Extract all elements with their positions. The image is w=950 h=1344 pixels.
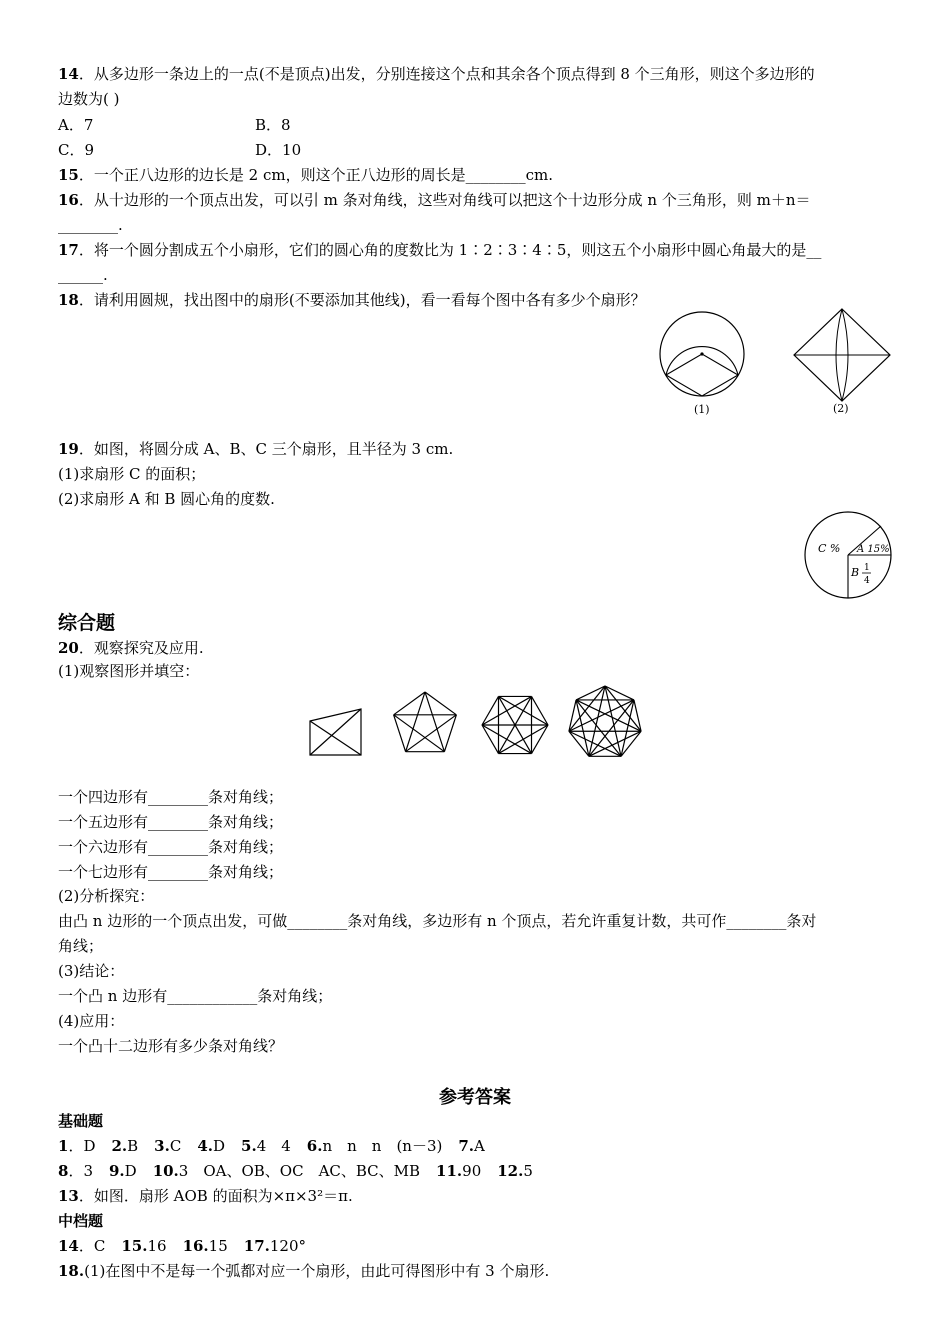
polygon-side (425, 692, 456, 715)
polygon-side (605, 686, 634, 700)
answers-q13 (58, 1184, 353, 1208)
q16-line1 (58, 188, 811, 212)
q19-frac-den: 4 (864, 576, 870, 586)
q18-caption-2: (2) (833, 402, 849, 415)
q19-part1: (1)求扇形 C 的面积； (58, 465, 206, 483)
q14-line1 (58, 62, 815, 86)
answer-value: n n n (n－3) (322, 1137, 443, 1155)
q15 (58, 163, 553, 187)
q20-step3: (3)结论： (58, 962, 125, 980)
q14-option-b: B．8 (255, 116, 291, 134)
answer-number: 15. (121, 1237, 148, 1255)
answer-value: 90 (462, 1162, 482, 1180)
answer-value: 120° (269, 1237, 307, 1255)
answers-q18 (58, 1259, 549, 1283)
answers-row-3 (58, 1234, 322, 1258)
q19-pie-figure (803, 510, 895, 602)
q15-text: ．一个正八边形的边长是 2 cm，则这个正八边形的周长是________cm. (78, 166, 553, 184)
heptagon-diagram (569, 686, 641, 756)
answers-row-2 (58, 1159, 549, 1183)
answer-value: B (127, 1137, 139, 1155)
q20-step4-text: 一个凸十二边形有多少条对角线？ (58, 1037, 284, 1055)
answer-value: D (124, 1162, 137, 1180)
hexagon-diagram (482, 696, 548, 753)
q14-text: ．从多边形一条边上的一点(不是顶点)出发，分别连接这个点和其余各个顶点得到 8 个三角形，则这个多边形的 (78, 65, 815, 83)
q16-line2: ________. (58, 216, 123, 234)
q14-line2: 边数为( ) (58, 90, 120, 108)
q19-text: ．如图，将圆分成 A、B、C 三个扇形，且半径为 3 cm. (78, 440, 454, 458)
answers-mid-heading: 中档题 (58, 1212, 104, 1230)
q20-fill-5: 一个五边形有________条对角线； (58, 813, 284, 831)
q19-number: 19 (58, 440, 79, 458)
q18-text: ．请利用圆规，找出图中的扇形(不要添加其他线)，看一看每个图中各有多少个扇形？ (78, 291, 646, 309)
q20-fill-4: 一个四边形有________条对角线； (58, 788, 284, 806)
answer-value: 3 OA、OB、OC AC、BC、MB (178, 1162, 421, 1180)
q20-fill-7: 一个七边形有________条对角线； (58, 863, 284, 881)
answer-number: 14 (58, 1237, 79, 1255)
answer-value: 4 4 (256, 1137, 291, 1155)
answer-value: A (474, 1137, 485, 1155)
q19-label-b: B (851, 566, 860, 579)
answer-number: 12. (497, 1162, 524, 1180)
q19-label-c: C % (818, 542, 841, 555)
polygon-diagonal (576, 700, 641, 731)
q17-number: 17 (58, 241, 79, 259)
answer-number: 6. (306, 1137, 323, 1155)
q14-option-d: D．10 (255, 141, 302, 159)
answer-number: 2. (111, 1137, 128, 1155)
q16-number: 16 (58, 191, 79, 209)
q18-caption-1: (1) (694, 403, 710, 416)
polygon-diagonal (589, 731, 641, 756)
answer-q18-number: 18. (58, 1262, 85, 1280)
polygon-diagonal (569, 700, 634, 731)
answer-number: 10. (152, 1162, 179, 1180)
q19-part2: (2)求扇形 A 和 B 圆心角的度数. (58, 490, 275, 508)
q20-text: ．观察探究及应用. (78, 639, 204, 657)
polygon-diagonal (425, 692, 444, 752)
answer-value: C (169, 1137, 182, 1155)
q17-text: ．将一个圆分割成五个小扇形，它们的圆心角的度数比为 1∶2∶3∶4∶5，则这五个小扇形中圆心角最大的是__ (78, 241, 822, 259)
answer-number: 3. (154, 1137, 170, 1155)
answer-number: 1 (58, 1137, 69, 1155)
q20-step2: (2)分析探究： (58, 887, 155, 905)
q19-label-a: A 15% (857, 544, 890, 555)
polygon-diagonal (406, 692, 425, 752)
answer-value: ．D (68, 1137, 96, 1155)
answers-title: 参考答案 (439, 1087, 511, 1108)
answer-value: 15 (208, 1237, 228, 1255)
q14-number: 14 (58, 65, 79, 83)
answer-value: ．C (78, 1237, 106, 1255)
answers-row-1 (58, 1134, 501, 1158)
pentagon-diagram (394, 692, 457, 752)
q20-step3-text: 一个凸 n 边形有____________条对角线； (58, 987, 333, 1005)
q17-line1 (58, 238, 821, 262)
answer-value: ．3 (68, 1162, 93, 1180)
answer-number: 17. (243, 1237, 270, 1255)
q18 (58, 288, 646, 312)
q18-number: 18 (58, 291, 79, 309)
q14-option-c: C．9 (58, 141, 95, 159)
quadrilateral-diagram (310, 709, 361, 755)
answer-number: 7. (458, 1137, 475, 1155)
q20-step2-text2: 角线； (58, 937, 104, 955)
q20 (58, 636, 204, 660)
polygon-side (394, 715, 406, 752)
answer-number: 4. (197, 1137, 213, 1155)
q20-number: 20 (58, 639, 79, 657)
q14-option-a: A．7 (58, 116, 94, 134)
answer-value: 16 (147, 1237, 167, 1255)
polygon-diagonal (569, 731, 621, 756)
polygon-side (576, 686, 605, 700)
answer-q13-number: 13 (58, 1187, 79, 1205)
q20-polygons-figure (305, 683, 665, 763)
answer-value: D (213, 1137, 226, 1155)
answer-number: 16. (182, 1237, 209, 1255)
polygon-side (394, 692, 425, 715)
q18-figure-1 (658, 310, 748, 418)
q17-line2: ______. (58, 266, 108, 284)
q18-figure-2 (792, 307, 896, 417)
q15-number: 15 (58, 166, 79, 184)
q19 (58, 437, 453, 461)
q20-step2-text1: 由凸 n 边形的一个顶点出发，可做________条对角线，多边形有 n 个顶点，若允许重复计数，共可作________条对 (58, 912, 817, 930)
answer-q18-text: (1)在图中不是每一个弧都对应一个扇形，由此可得图形中有 3 个扇形. (84, 1262, 550, 1280)
answer-value: 5 (523, 1162, 533, 1180)
answer-number: 9. (108, 1162, 125, 1180)
answer-number: 8 (58, 1162, 69, 1180)
q16-text: ．从十边形的一个顶点出发，可以引 m 条对角线，这些对角线可以把这个十边形分成 n 个三角形，则 m＋n＝ (78, 191, 811, 209)
polygon-diagonal (406, 715, 457, 752)
polygon-side (444, 715, 456, 752)
answer-number: 11. (436, 1162, 463, 1180)
q20-fill-6: 一个六边形有________条对角线； (58, 838, 284, 856)
polygon-diagonal (394, 715, 445, 752)
q20-step1: (1)观察图形并填空： (58, 662, 200, 680)
section-comprehensive-heading: 综合题 (58, 612, 116, 634)
answer-number: 5. (241, 1137, 257, 1155)
answers-basic-heading: 基础题 (58, 1112, 104, 1130)
q20-step4: (4)应用： (58, 1012, 125, 1030)
q19-frac-num: 1 (864, 563, 870, 573)
answer-q13-text: ．如图．扇形 AOB 的面积为×π×3²＝π. (78, 1187, 353, 1205)
